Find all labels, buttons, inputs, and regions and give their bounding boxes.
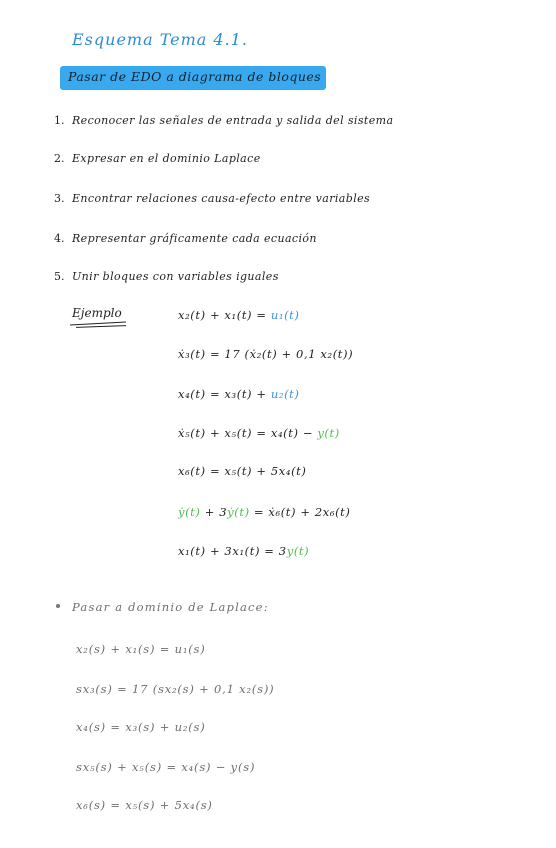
step-number: 4.	[54, 232, 65, 245]
equation: x₂(t) + x₁(t) = u₁(t)	[178, 308, 300, 322]
section-heading: Pasar de EDO a diagrama de bloques	[68, 69, 322, 84]
step-text: Reconocer las señales de entrada y salida del sistema	[72, 114, 394, 127]
laplace-equation: sx₅(s) + x₅(s) = x₄(s) − y(s)	[76, 760, 256, 774]
step-text: Expresar en el dominio Laplace	[72, 152, 261, 165]
step-number: 1.	[54, 114, 65, 127]
equation: x₁(t) + 3x₁(t) = 3y(t)	[178, 544, 310, 558]
bullet-icon	[56, 604, 60, 608]
laplace-equation: sx₃(s) = 17 (sx₂(s) + 0,1 x₂(s))	[76, 682, 275, 696]
laplace-equation: x₄(s) = x₃(s) + u₂(s)	[76, 720, 206, 734]
laplace-equation: x₆(s) = x₅(s) + 5x₄(s)	[76, 798, 213, 812]
equation: x₄(t) = x₃(t) + u₂(t)	[178, 387, 300, 401]
equation: x₆(t) = x₅(t) + 5x₄(t)	[178, 464, 307, 478]
step-number: 3.	[54, 192, 65, 205]
example-underline	[76, 325, 126, 328]
equation: ẏ(t) + 3ẏ(t) = ẋ₆(t) + 2x₆(t)	[178, 505, 351, 519]
step-text: Unir bloques con variables iguales	[72, 270, 279, 283]
page-title: Esquema Tema 4.1.	[72, 30, 248, 49]
step-number: 2.	[54, 152, 65, 165]
step-text: Encontrar relaciones causa-efecto entre variables	[72, 192, 371, 205]
step-number: 5.	[54, 270, 65, 283]
laplace-heading: Pasar a dominio de Laplace:	[72, 600, 269, 614]
laplace-equation: x₂(s) + x₁(s) = u₁(s)	[76, 642, 206, 656]
example-label: Ejemplo	[72, 306, 122, 320]
equation: ẋ₅(t) + x₅(t) = x₄(t) − y(t)	[178, 426, 340, 440]
step-text: Representar gráficamente cada ecuación	[72, 232, 317, 245]
equation: ẋ₃(t) = 17 (ẋ₂(t) + 0,1 x₂(t))	[178, 347, 354, 361]
